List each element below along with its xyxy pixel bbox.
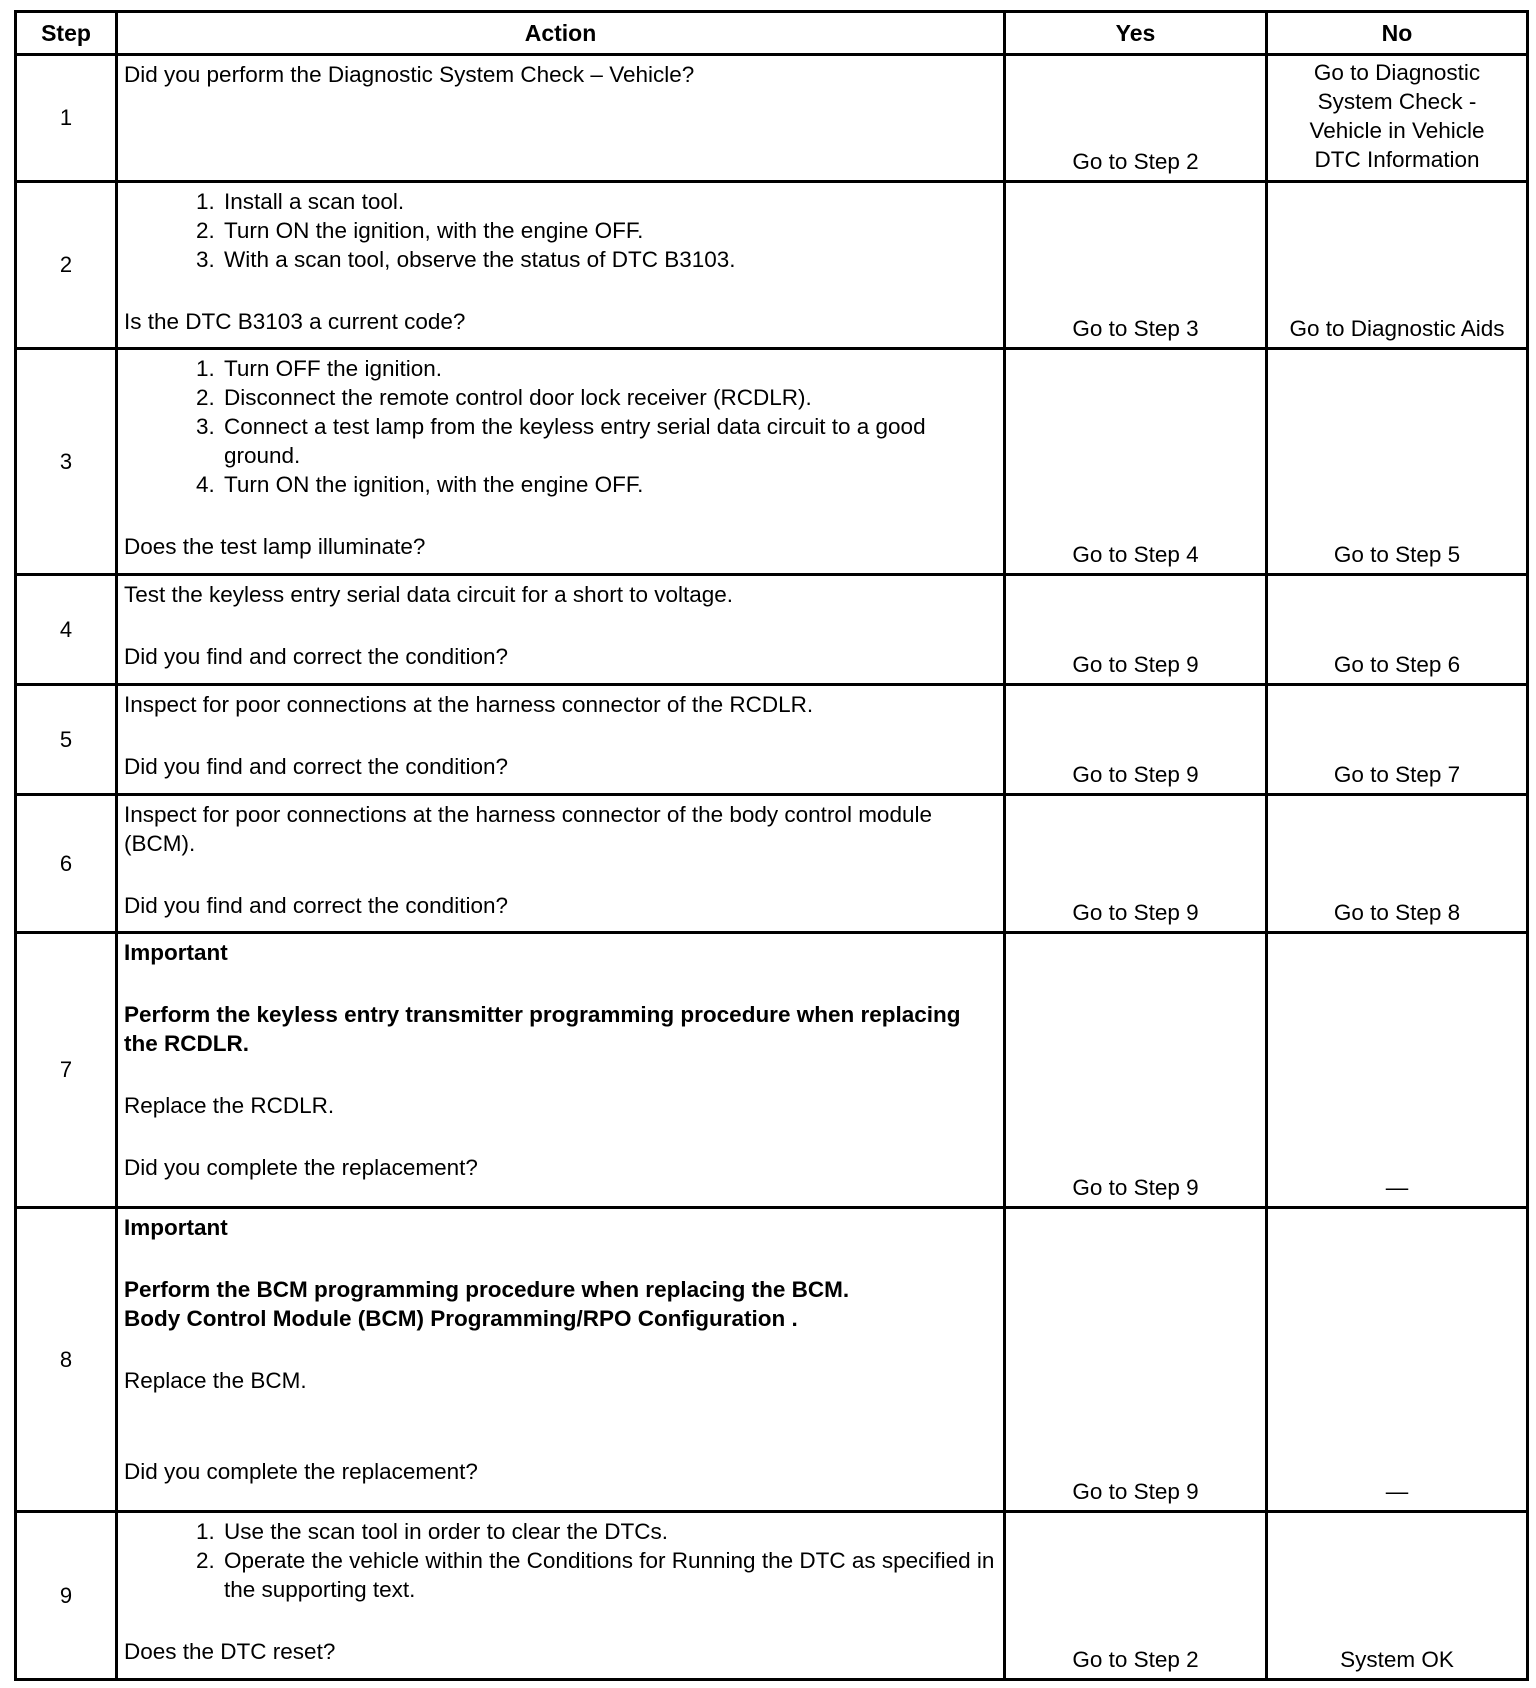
action-cell	[117, 182, 1005, 349]
list-item: 1. Install a scan tool.	[221, 187, 997, 216]
no-line: DTC Information	[1314, 147, 1480, 172]
step-number: 2	[16, 182, 117, 349]
header-step: Step	[16, 12, 117, 55]
yes-cell: Go to Step 3	[1005, 182, 1267, 349]
action-list	[124, 187, 997, 274]
list-item: 1. Turn OFF the ignition.	[221, 354, 997, 383]
no-line: Go to Diagnostic	[1313, 60, 1481, 85]
action-instruction: Replace the RCDLR.	[124, 1093, 335, 1118]
important-note: Body Control Module (BCM) Programming/RPO Configuration .	[124, 1306, 798, 1331]
step-number: 3	[16, 349, 117, 575]
yes-cell: Go to Step 4	[1005, 349, 1267, 575]
yes-cell: Go to Step 9	[1005, 933, 1267, 1208]
action-list	[124, 354, 997, 499]
no-cell: —	[1267, 1208, 1528, 1512]
no-cell: Go to Step 7	[1267, 685, 1528, 795]
step-number: 4	[16, 575, 117, 685]
action-text: Did you perform the Diagnostic System Check – Vehicle?	[124, 62, 695, 87]
list-item: 2. Turn ON the ignition, with the engine OFF.	[221, 216, 997, 245]
action-text: Inspect for poor connections at the harness connector of the body control module (BCM).	[124, 802, 932, 856]
no-cell: System OK	[1267, 1512, 1528, 1680]
table-row-step-4	[16, 575, 1528, 685]
yes-cell: Go to Step 9	[1005, 575, 1267, 685]
no-cell: Go to Step 8	[1267, 795, 1528, 933]
action-list	[124, 1517, 997, 1604]
header-yes: Yes	[1005, 12, 1267, 55]
step-number: 9	[16, 1512, 117, 1680]
table-row-step-2	[16, 182, 1528, 349]
yes-cell: Go to Step 2	[1005, 55, 1267, 182]
important-note: Perform the BCM programming procedure when replacing the BCM.	[124, 1277, 850, 1302]
action-cell	[117, 575, 1005, 685]
yes-cell: Go to Step 2	[1005, 1512, 1267, 1680]
step-number: 1	[16, 55, 117, 182]
action-cell	[117, 1208, 1005, 1512]
table-row-step-5	[16, 685, 1528, 795]
action-question: Did you find and correct the condition?	[124, 893, 508, 918]
table-row-step-6	[16, 795, 1528, 933]
table-row-step-7	[16, 933, 1528, 1208]
action-cell	[117, 1512, 1005, 1680]
action-question: Did you find and correct the condition?	[124, 754, 508, 779]
no-line: System Check -	[1317, 89, 1477, 114]
action-text: Test the keyless entry serial data circuit for a short to voltage.	[124, 582, 734, 607]
list-item: 2. Operate the vehicle within the Conditions for Running the DTC as specified in the supporting text.	[221, 1546, 997, 1604]
action-question: Is the DTC B3103 a current code?	[124, 309, 466, 334]
action-question: Did you complete the replacement?	[124, 1155, 478, 1180]
action-instruction: Replace the BCM.	[124, 1368, 307, 1393]
action-question: Does the DTC reset?	[124, 1639, 336, 1664]
action-cell	[117, 55, 1005, 182]
action-text: Inspect for poor connections at the harness connector of the RCDLR.	[124, 692, 814, 717]
action-question: Did you complete the replacement?	[124, 1459, 478, 1484]
list-item: 3. Connect a test lamp from the keyless entry serial data circuit to a good ground.	[221, 412, 997, 470]
no-cell	[1267, 55, 1528, 182]
action-cell	[117, 685, 1005, 795]
step-number: 8	[16, 1208, 117, 1512]
action-question: Does the test lamp illuminate?	[124, 534, 426, 559]
diagnostic-table	[14, 10, 1529, 1681]
no-cell: —	[1267, 933, 1528, 1208]
action-question: Did you find and correct the condition?	[124, 644, 508, 669]
important-note: Perform the keyless entry transmitter programming procedure when replacing the RCDLR.	[124, 1002, 961, 1056]
no-cell: Go to Step 6	[1267, 575, 1528, 685]
header-action: Action	[117, 12, 1005, 55]
no-cell: Go to Diagnostic Aids	[1267, 182, 1528, 349]
step-number: 6	[16, 795, 117, 933]
yes-cell: Go to Step 9	[1005, 795, 1267, 933]
table-row-step-3	[16, 349, 1528, 575]
yes-cell: Go to Step 9	[1005, 1208, 1267, 1512]
table-row-step-9	[16, 1512, 1528, 1680]
list-item: 1. Use the scan tool in order to clear the DTCs.	[221, 1517, 997, 1546]
header-no: No	[1267, 12, 1528, 55]
list-item: 4. Turn ON the ignition, with the engine OFF.	[221, 470, 997, 499]
header-row	[16, 12, 1528, 55]
action-cell	[117, 349, 1005, 575]
important-label: Important	[124, 1215, 228, 1240]
step-number: 7	[16, 933, 117, 1208]
action-cell	[117, 933, 1005, 1208]
yes-cell: Go to Step 9	[1005, 685, 1267, 795]
action-cell	[117, 795, 1005, 933]
no-line: Vehicle in Vehicle	[1309, 118, 1485, 143]
step-number: 5	[16, 685, 117, 795]
important-label: Important	[124, 940, 228, 965]
table-row-step-8	[16, 1208, 1528, 1512]
table-row-step-1	[16, 55, 1528, 182]
list-item: 2. Disconnect the remote control door lock receiver (RCDLR).	[221, 383, 997, 412]
list-item: 3. With a scan tool, observe the status of DTC B3103.	[221, 245, 997, 274]
no-cell: Go to Step 5	[1267, 349, 1528, 575]
